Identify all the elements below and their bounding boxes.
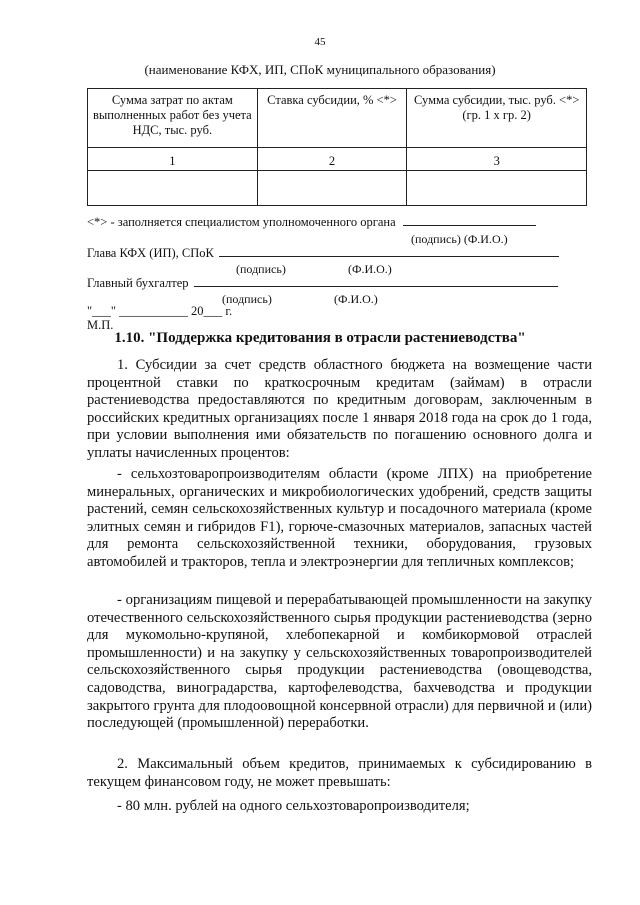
footnote [87, 215, 536, 230]
footnote-sub: (подпись) (Ф.И.О.) [411, 232, 508, 246]
column-number: 3 [407, 148, 587, 171]
head-sub-sign: (подпись) [236, 262, 286, 276]
table-number-row [88, 148, 587, 171]
head-signature-line [219, 256, 559, 257]
table-empty-row [88, 171, 587, 206]
paragraph-2: - сельхозтоваропроизводителям области (кроме ЛПХ) на приобретение минеральных, органических и микробиологических удобрений, средств защиты растений, семян сельскохозяйственных культур и посадочного материала (кроме элитных семян и гибридов F1), горюче-смазочных материалов, запасных частей для ремонта сельскохозяйственной техники, оборудования, грузовых автомобилей и тракторов, тепла и электроэнергии для тепличных комплексов; [87, 466, 592, 570]
column-number: 2 [257, 148, 407, 171]
accountant-label: Главный бухгалтер [87, 276, 189, 290]
date-line: "___" ___________ 20___ г. [87, 304, 233, 318]
acc-sub-name: (Ф.И.О.) [334, 292, 378, 306]
head-label: Глава КФХ (ИП), СПоК [87, 246, 214, 260]
table-cell [88, 171, 258, 206]
page-number: 45 [314, 36, 326, 48]
subsidy-table [87, 88, 587, 206]
footnote-text: <*> - заполняется специалистом уполномоченного органа [87, 215, 396, 229]
accountant-signature [87, 276, 558, 291]
paragraph-3: - организациям пищевой и перерабатывающей промышленности на закупку отечественного сельскохозяйственного сырья продукции растениеводства (зерно для мукомольно-крупяной, хлебопекарной и комбикормовой отраслей промышленности) и на закупку у сельскохозяйственных товаропроизводителей сельскохозяйственного сырья продукции растениеводства (овощеводства, садоводства, виноградарства, картофелеводства, бахчеводства и продукции закрытого грунта для плодоовощной консервной отрасли) для первичной и (или) последующей (промышленной) переработки. [87, 592, 592, 732]
acc-sub-sign: (подпись) [222, 292, 272, 306]
table-cell [257, 171, 407, 206]
header-rate: Ставка субсидии, % <*> [257, 89, 407, 148]
table-cell [407, 171, 587, 206]
column-number: 1 [88, 148, 258, 171]
footnote-signature-line [403, 225, 536, 226]
head-sub-name: (Ф.И.О.) [348, 262, 392, 276]
section-title: 1.10. "Поддержка кредитования в отрасли растениеводства" [114, 330, 526, 346]
header-cost: Сумма затрат по актам выполненных работ без учета НДС, тыс. руб. [88, 89, 258, 148]
paragraph-5: - 80 млн. рублей на одного сельхозтоваропроизводителя; [117, 798, 470, 814]
head-signature [87, 246, 559, 261]
accountant-signature-line [194, 286, 558, 287]
header-subsidy: Сумма субсидии, тыс. руб. <*> (гр. 1 х гр. 2) [407, 89, 587, 148]
table-header-row [88, 89, 587, 148]
stamp-mark: М.П. [87, 318, 114, 332]
paragraph-4: 2. Максимальный объем кредитов, принимаемых к субсидированию в текущем финансовом году, не может превышать: [87, 756, 592, 790]
paragraph-1: 1. Субсидии за счет средств областного бюджета на возмещение части процентной ставки по краткосрочным кредитам (займам) в отрасли растениеводства предоставляются по кредитным договорам, заключенным в российских кредитных организациях после 1 января 2018 года на срок до 1 года, при условии выполнения ими обязательств по погашению основного долга и уплаты начисленных процентов: [87, 357, 592, 461]
entity-caption: (наименование КФХ, ИП, СПоК муниципального образования) [144, 62, 496, 77]
